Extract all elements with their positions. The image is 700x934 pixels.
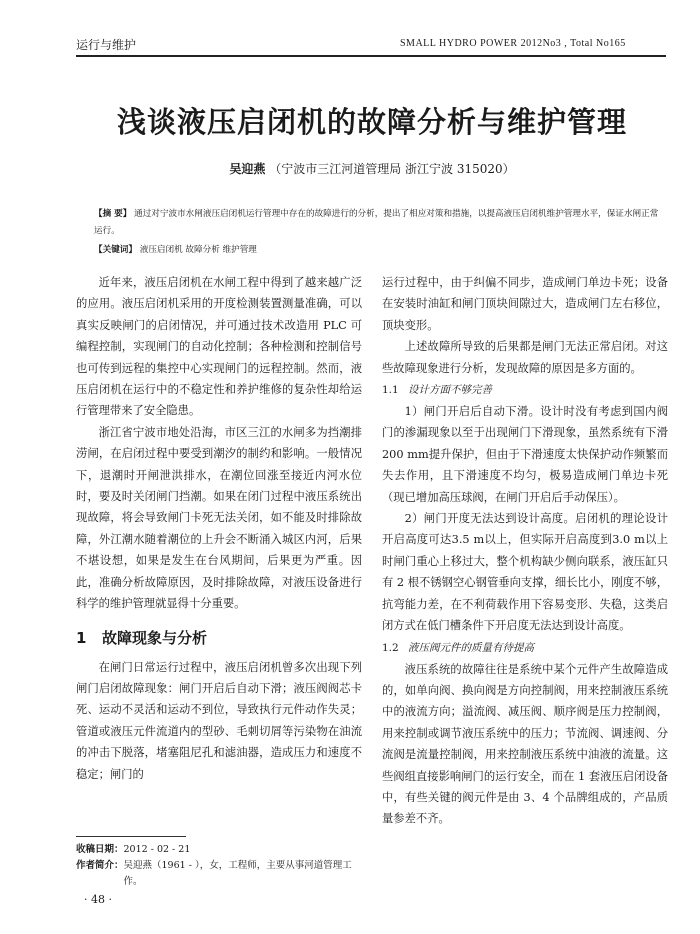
subsection-title: 液压阀元件的质量有待提高	[408, 641, 534, 654]
right-column	[382, 272, 668, 830]
section-title: 故障现象与分析	[102, 628, 208, 647]
subsection-number: 1.2	[382, 641, 399, 654]
header-rule	[76, 55, 666, 57]
article-title: 浅谈液压启闭机的故障分析与维护管理	[116, 105, 627, 139]
keywords	[94, 242, 666, 259]
section-heading	[76, 627, 362, 649]
author-bio	[76, 858, 362, 890]
abstract-label: 【摘 要】	[94, 209, 132, 219]
author-affiliation: （宁波市三江河道管理局 浙江宁波 315020）	[269, 162, 515, 176]
subsection-heading	[382, 379, 668, 401]
footnote	[76, 842, 362, 890]
bio-label: 作者简介：	[76, 860, 124, 871]
paragraph: 1）闸门开启后自动下滑。设计时没有考虑到国内阀门的渗漏现象以至于出现闸门下滑现象，虽然系统有下滑200 mm提升保护，但由于下滑速度太快保护动作频繁而失去作用，且下滑速度不均匀，极易造成闸门单边卡死（现已增加高压球阀，在闸门开启后手动保压）。	[382, 405, 668, 504]
paragraph: 运行过程中，由于纠偏不同步，造成闸门单边卡死；设备在安装时油缸和闸门顶块间隙过大，造成闸门左右移位，顶块变形。	[382, 276, 668, 332]
keywords-text: 液压启闭机 故障分析 维护管理	[139, 245, 257, 255]
left-column	[76, 272, 362, 785]
subsection-title: 设计方面不够完善	[408, 384, 492, 397]
subsection-number: 1.1	[382, 384, 399, 397]
paragraph: 近年来，液压启闭机在水闸工程中得到了越来越广泛的应用。液压启闭机采用的开度检测装置测量准确，可以真实反映闸门的启闭情况，并可通过技术改造用 PLC 可编程控制，实现闸门的自动化控制；各种检测和控制信号也可传到远程的集控中心实现闸门的远程控制。然而，液压启闭机在运行中的不稳定性和养护维修的复杂性却给运行管理带来了安全隐患。	[76, 276, 362, 418]
received-value: 2012 - 02 - 21	[123, 844, 191, 855]
paragraph: 上述故障所导致的后果都是闸门无法正常启闭。对这些故障现象进行分析，发现故障的原因是多方面的。	[382, 340, 668, 375]
paragraph: 在闸门日常运行过程中，液压启闭机曾多次出现下列闸门启闭故障现象：闸门开启后自动下滑；液压阀阀芯卡死、运动不灵活和运动不到位，导致执行元件动作失灵；管道或液压元件流道内的型砂、毛刺切屑等污染物在油流的冲击下脱落，堵塞阻尼孔和滤油器，造成压力和速度不稳定；闸门的	[76, 660, 362, 781]
received-date	[76, 842, 362, 858]
abstract-text: 通过对宁波市水闸液压启闭机运行管理中存在的故障进行的分析，提出了相应对策和措施，以提高液压启闭机维护管理水平，保证水闸正常运行。	[94, 209, 659, 236]
abstract	[94, 206, 666, 240]
subsection-heading	[382, 637, 668, 659]
bio-value: 吴迎燕（1961 - ），女，工程师，主要从事河道管理工作。	[123, 860, 352, 887]
footnote-rule	[76, 836, 186, 837]
received-label: 收稿日期：	[76, 844, 124, 855]
author-name: 吴迎燕	[229, 162, 266, 176]
section-number: 1	[76, 628, 87, 647]
paragraph: 液压系统的故障往往是系统中某个元件产生故障造成的，如单向阀、换向阀是方向控制阀，用来控制液压系统中的液流方向；溢流阀、减压阀、顺序阀是压力控制阀，用来控制或调节液压系统中的压力；节流阀、调速阀、分流阀是流量控制阀，用来控制液压系统中油液的流量。这些阀组直接影响闸门的运行安全，而在 1 套液压启闭设备中，有些关键的阀元件是由 3、4 个品牌组成的，产品质量参差不齐。	[382, 662, 668, 826]
journal-info: SMALL HYDRO POWER 2012No3 , Total No165	[400, 38, 626, 49]
keywords-label: 【关键词】	[94, 245, 137, 255]
paragraph: 浙江省宁波市地处沿海，市区三江的水闸多为挡潮排涝闸，在启闭过程中要受到潮汐的制约和影响。一般情况下，退潮时开闸泄洪排水，在潮位回涨至接近内河水位时，要及时关闭闸门挡潮。如果在闭门过程中液压系统出现故障，将会导致闸门卡死无法关闭，如不能及时排除故障，外江潮水随着潮位的上升会不断涌入城区内河，后果不堪设想，如果是发生在台风期间，后果更为严重。因此，准确分析故障原因，及时排除故障，对液压设备进行科学的维护管理就显得十分重要。	[76, 425, 362, 611]
author-line	[76, 160, 668, 177]
paragraph: 2）闸门开度无法达到设计高度。启闭机的理论设计开启高度可达3.5 m以上，但实际开启高度到3.0 m以上时闸门重心上移过大，整个机构缺少侧向联系，液压缸只有 2 根不锈钢空心钢管垂向支撑，细长比小，刚度不够，抗弯能力差，在不利荷载作用下容易变形、失稳，这类启闭方式在低门槽条件下开启度无法达到设计高度。	[382, 512, 668, 633]
page-number: · 48 ·	[84, 893, 112, 906]
abstract-block	[94, 206, 666, 259]
section-label: 运行与维护	[76, 38, 137, 52]
